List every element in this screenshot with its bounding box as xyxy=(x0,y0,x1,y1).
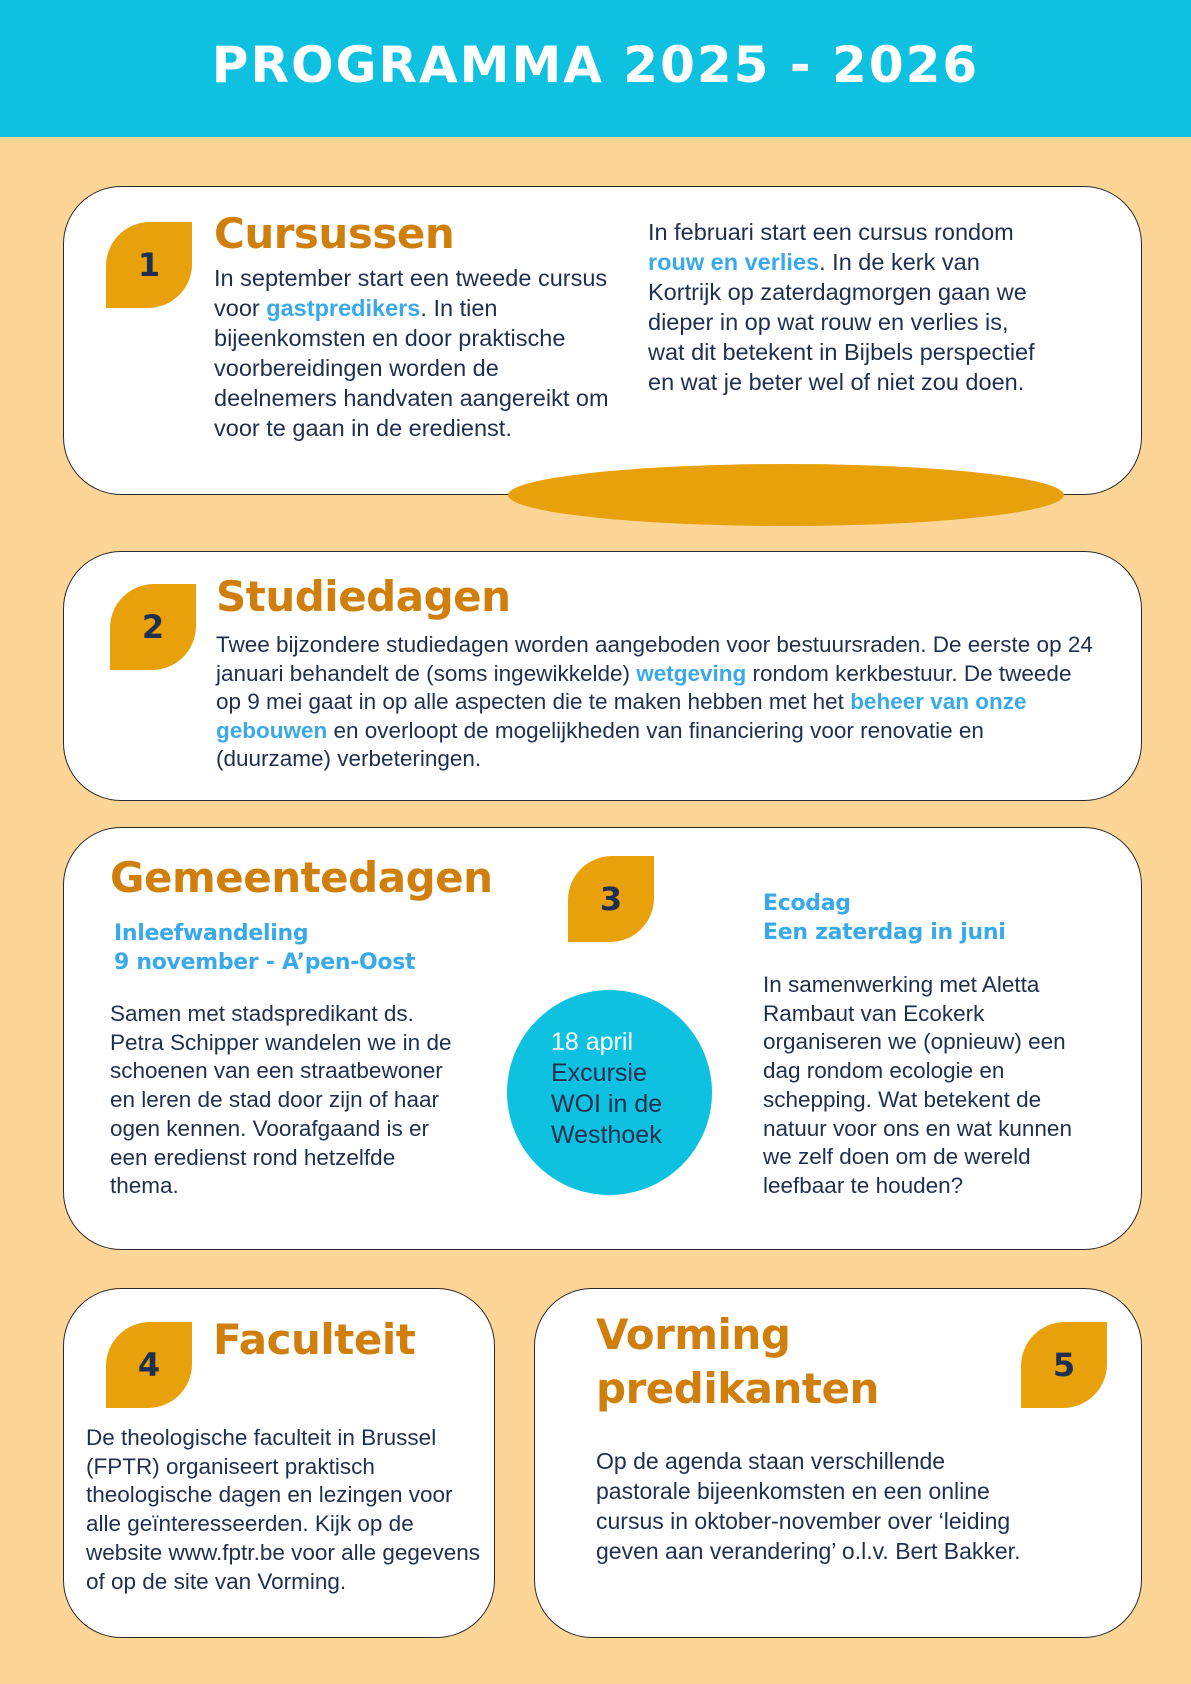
cursussen-right-text: In februari start een cursus rondom rouw en verlies. In de kerk van Kortrijk op zaterdagmorgen gaan we dieper in op wat rouw en verlies is, wat dit betekent in Bijbels perspectief en wat je beter wel of niet zou doen. xyxy=(648,219,1035,395)
number-badge-4 xyxy=(106,1322,192,1408)
highlight-beheer-gebouwen: beheer van onze gebouwen xyxy=(216,689,1027,743)
badge-number: 3 xyxy=(599,880,623,918)
badge-number: 1 xyxy=(137,246,161,284)
studiedagen-text: Twee bijzondere studiedagen worden aangeboden voor bestuursraden. De eerste op 24 januari behandelt de (soms ingewikkelde) wetgeving rondom kerkbestuur. De tweede op 9 mei gaat in op alle aspecten die te maken hebben met het beheer van onze gebouwen en overloopt de mogelijkheden van financiering voor renovatie en (duurzame) verbeteringen. xyxy=(216,632,1093,771)
badge-number: 4 xyxy=(137,1346,161,1384)
cursussen-left-text: In september start een tweede cursus voor gastpredikers. In tien bijeenkomsten en door praktische voorbereidingen worden de deelnemers handvaten aangereikt om voor te gaan in de eredienst. xyxy=(214,265,609,441)
highlight-wetgeving: wetgeving xyxy=(636,660,747,686)
faculteit-text: De theologische faculteit in Brussel (FPTR) organiseert praktisch theologische dagen en lezingen voor alle geïnteresseerden. Kijk op de website www.fptr.be voor alle gegevens of op de site van Vorming. xyxy=(86,1425,480,1594)
badge-number: 5 xyxy=(1052,1346,1076,1384)
inleefwandeling-text: Samen met stadspredikant ds. Petra Schipper wandelen we in de schoenen van een straatbewoner en leren de stad door zijn of haar ogen kennen. Voorafgaand is er een eredienst rond hetzelfde thema. xyxy=(110,1001,452,1199)
number-badge-3 xyxy=(568,856,654,942)
subheading-ecodag: Ecodag Een zaterdag in juni xyxy=(763,891,1006,945)
vorming-text: Op de agenda staan verschillende pastorale bijeenkomsten en een online cursus in oktober-november over ‘leiding geven aan verandering’ o.l.v. Bert Bakker. xyxy=(596,1448,1021,1564)
section-title-faculteit: Faculteit xyxy=(213,1315,416,1364)
section-title-vorming: Vorming predikanten xyxy=(596,1310,879,1413)
highlight-rouw-en-verlies: rouw en verlies xyxy=(648,249,820,275)
highlight-gastpredikers: gastpredikers xyxy=(266,295,421,321)
circle-text: 18 april Excursie WOI in de Westhoek xyxy=(551,1028,663,1149)
decorative-ellipse xyxy=(508,464,1064,526)
page-title: PROGRAMMA 2025 - 2026 xyxy=(211,35,980,94)
number-badge-5 xyxy=(1021,1322,1107,1408)
page-header xyxy=(0,0,1191,137)
number-badge-1 xyxy=(106,222,192,308)
section-title-cursussen: Cursussen xyxy=(214,209,455,258)
ecodag-text: In samenwerking met Aletta Rambaut van Ecokerk organiseren we (opnieuw) een dag rondom ecologie en schepping. Wat betekent de natuur voor ons en wat kunnen we zelf doen om de wereld leefbaar te houden? xyxy=(763,972,1072,1198)
badge-number: 2 xyxy=(141,608,165,646)
subheading-inleefwandeling: Inleefwandeling 9 november - A’pen-Oost xyxy=(114,921,416,975)
number-badge-2 xyxy=(110,584,196,670)
section-title-studiedagen: Studiedagen xyxy=(216,572,511,621)
section-title-gemeentedagen: Gemeentedagen xyxy=(110,853,493,902)
